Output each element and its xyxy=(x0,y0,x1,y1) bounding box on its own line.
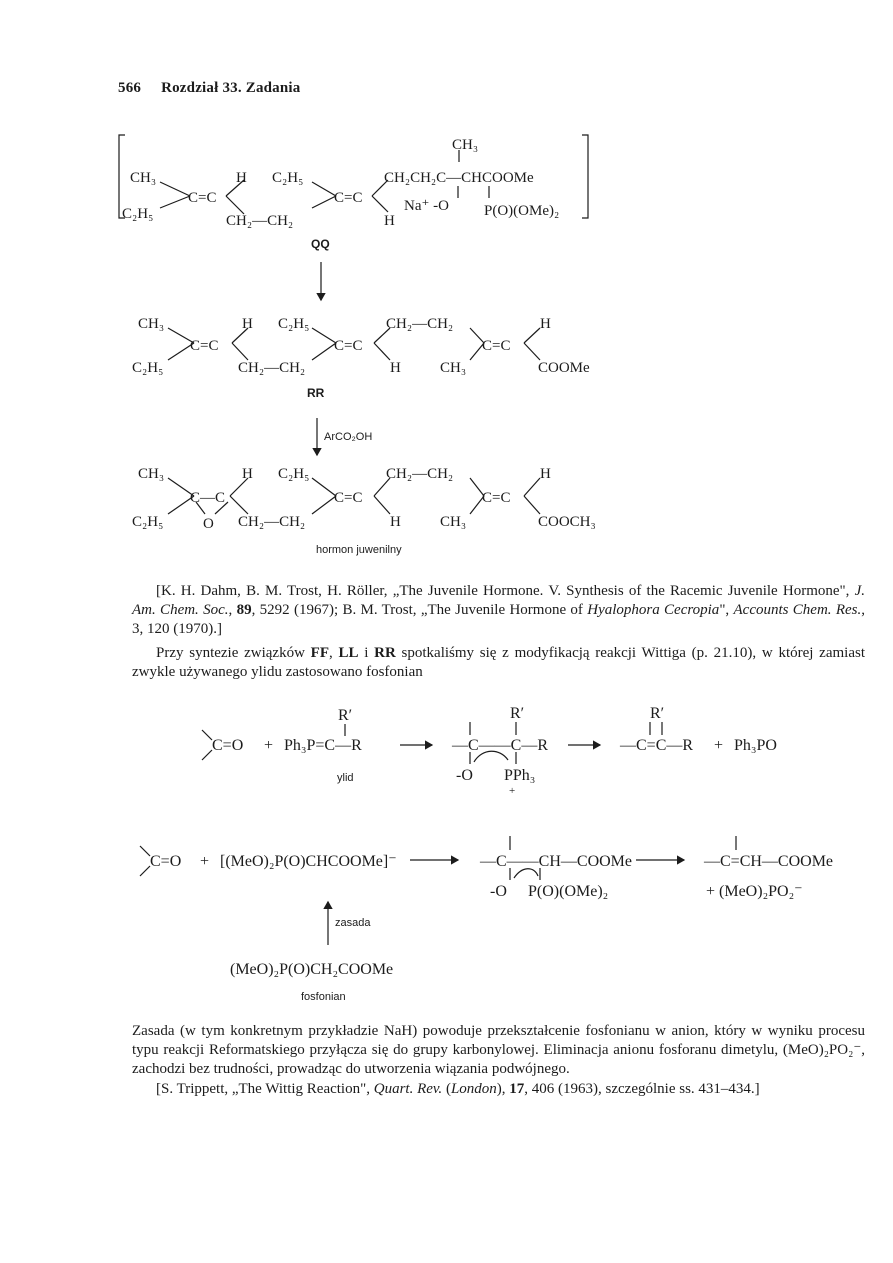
hj-c2h5-left: C₂H₅ xyxy=(132,514,164,530)
hwe-o-minus: -O xyxy=(490,883,507,900)
wittig-r1: R′ xyxy=(338,707,353,724)
hj-cc2: C=C xyxy=(334,490,363,506)
hwe-co: C=O xyxy=(150,853,182,870)
reagent-label: ArCO₂OH xyxy=(324,431,373,443)
qq-chain: CH₂CH₂C—CHCOOMe xyxy=(384,170,534,186)
qq-ch3: CH₃ xyxy=(130,170,157,186)
phosphonate-label: fosfonian xyxy=(301,991,346,1003)
rr-ch3-b: CH₃ xyxy=(440,360,467,376)
rr-c2h5-mid: C₂H₅ xyxy=(278,316,310,332)
qq-c2h5-left: C₂H₅ xyxy=(122,206,154,222)
wittig-co: C=O xyxy=(212,737,244,754)
rr-cc1: C=C xyxy=(190,338,219,354)
qq-c2h5-mid: C₂H₅ xyxy=(272,170,304,186)
qq-phosphonate: P(O)(OMe)₂ xyxy=(484,203,560,219)
wittig-r2: R′ xyxy=(510,705,525,722)
page-number: 566 xyxy=(118,80,142,96)
wittig-ylid-formula: Ph₃P=C—R xyxy=(284,737,362,754)
journal-jacs: J. Am. Chem. Soc. xyxy=(132,583,865,618)
rr-label: RR xyxy=(307,386,325,400)
wittig-plus-charge: + xyxy=(509,785,516,797)
base-label: zasada xyxy=(335,917,371,929)
qq-cc2: C=C xyxy=(334,190,363,206)
hwe-intermediate: —C——CH—COOMe xyxy=(480,853,633,870)
wittig-r3: R′ xyxy=(650,705,665,722)
wittig-alkene: —C=C—R xyxy=(620,737,694,754)
reference-trippett: [S. Trippett, „The Wittig Reaction", Quart. Rev. (London), 17, 406 (1963), szczególnie ss. 431–434.] xyxy=(156,1081,760,1097)
rr-h3: H xyxy=(540,316,551,332)
qq-h1: H xyxy=(236,170,247,186)
hwe-product: —C=CH—COOMe xyxy=(704,853,834,870)
rr-ch2ch2-a: CH₂—CH₂ xyxy=(238,360,306,376)
hj-epoxide-o: O xyxy=(203,516,214,532)
qq-h2: H xyxy=(384,213,395,229)
wittig-plus2: + xyxy=(714,737,724,754)
journal-acr: Accounts Chem. Res. xyxy=(733,602,862,618)
hj-cc3: C=C xyxy=(482,490,511,506)
reference-dahm-trost: [K. H. Dahm, B. M. Trost, H. Röller, „The Juvenile Hormone. V. Synthesis of the Racemic Juvenile Hormone", J. Am. Chem. Soc., 89, 5292 (1967); B. M. Trost, „The Juvenile Hormone of Hyalophora Cecropia", Accounts Chem. Res., 3, 120 (1970).] xyxy=(132,583,866,637)
hwe-plus1: + xyxy=(200,853,210,870)
hormone-label: hormon juwenilny xyxy=(316,544,402,556)
paragraph-mechanism: Zasada (w tym konkretnym przykładzie NaH) powoduje przekształcenie fosfonianu w anion, który w wyniku procesu typu reakcji Reformatskiego przyłącza się do grupy karbonylowej. Eliminacja anionu fosforanu dimetylu, (MeO)₂PO₂⁻, zachodzi bez trudności, prowadząc do utworzenia wiązania podwójnego. xyxy=(132,1023,865,1077)
hwe-anion: [(MeO)₂P(O)CHCOOMe]⁻ xyxy=(220,853,397,870)
wittig-plus1: + xyxy=(264,737,274,754)
wittig-pph3: PPh₃ xyxy=(504,767,536,784)
bracket-right xyxy=(582,135,588,218)
rr-ch3: CH₃ xyxy=(138,316,165,332)
hj-h1: H xyxy=(242,466,253,482)
chapter-title: Rozdział 33. Zadania xyxy=(161,80,301,96)
rr-ch2ch2-b: CH₂—CH₂ xyxy=(386,316,454,332)
rr-c2h5-left: C₂H₅ xyxy=(132,360,164,376)
hj-cc1: C—C xyxy=(190,490,226,506)
rr-h2: H xyxy=(390,360,401,376)
rr-cc3: C=C xyxy=(482,338,511,354)
qq-cc1: C=C xyxy=(188,190,217,206)
hj-ch2ch2-a: CH₂—CH₂ xyxy=(238,514,306,530)
hj-h2: H xyxy=(390,514,401,530)
qq-na-o: Na⁺ -O xyxy=(404,198,449,214)
qq-ch2ch2: CH₂—CH₂ xyxy=(226,213,294,229)
qq-top-ch3: CH₃ xyxy=(452,137,479,153)
hj-h3: H xyxy=(540,466,551,482)
hj-cooch3: COOCH₃ xyxy=(538,514,596,530)
rr-h1: H xyxy=(242,316,253,332)
qq-label: QQ xyxy=(311,237,330,251)
species-name: Hyalophora Cecropia xyxy=(587,602,720,618)
hj-ch3-b: CH₃ xyxy=(440,514,467,530)
hwe-p-group: P(O)(OMe)₂ xyxy=(528,883,609,900)
rr-coome: COOMe xyxy=(538,360,590,376)
rr-cc2: C=C xyxy=(334,338,363,354)
hwe-phosphonate: (MeO)₂P(O)CH₂COOMe xyxy=(230,961,394,978)
paragraph-wittig-modification: Przy syntezie związków FF, LL i RR spotkaliśmy się z modyfikacją reakcji Wittiga (p. 21.10), w której zamiast zwykle używanego ylidu zastosowano fosfonian xyxy=(132,645,865,680)
wittig-ph3po: Ph₃PO xyxy=(734,737,777,754)
hwe-byproduct: + (MeO)₂PO₂⁻ xyxy=(706,883,803,900)
ylid-label: ylid xyxy=(337,772,354,784)
hj-ch2ch2-b: CH₂—CH₂ xyxy=(386,466,454,482)
wittig-o-minus: -O xyxy=(456,767,473,784)
hj-ch3: CH₃ xyxy=(138,466,165,482)
hj-c2h5-mid: C₂H₅ xyxy=(278,466,310,482)
journal-quart-rev: Quart. Rev. xyxy=(373,1081,443,1097)
wittig-betaine: —C——C—R xyxy=(452,737,549,754)
